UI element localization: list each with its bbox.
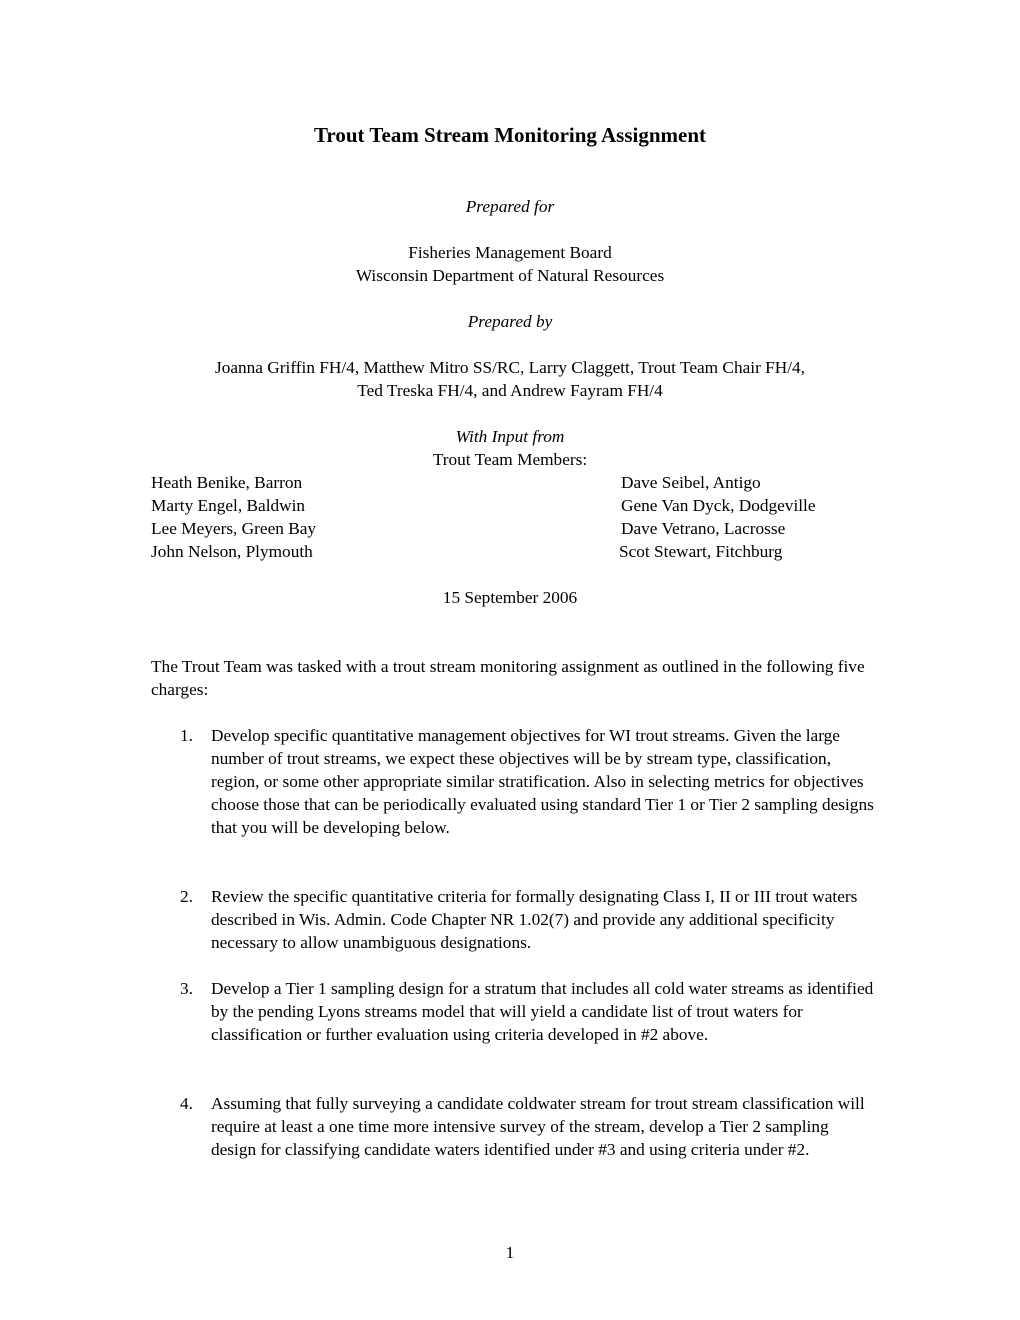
charge-text: Develop specific quantitative management objectives for WI trout streams. Given the large number of trout streams, we expect these objectives will be by stream type, classification, region, or some other appropriate similar stratification. Also in selecting metrics for objectives choose those that can be periodically evaluated using standard Tier 1 or Tier 2 sampling designs that you will be developing below. bbox=[211, 726, 874, 837]
charge-item bbox=[151, 724, 876, 839]
charge-number: 4. bbox=[180, 1094, 193, 1113]
member-name: Dave Vetrano, Lacrosse bbox=[621, 519, 786, 538]
recipient-line-2: Wisconsin Department of Natural Resources bbox=[355, 266, 665, 285]
charge-item bbox=[151, 1092, 876, 1161]
member-name: Marty Engel, Baldwin bbox=[151, 496, 306, 515]
charge-number: 3. bbox=[180, 979, 193, 998]
charge-number: 2. bbox=[180, 887, 193, 906]
recipient-line-1: Fisheries Management Board bbox=[408, 243, 612, 262]
member-name: Dave Seibel, Antigo bbox=[621, 473, 761, 492]
member-name: Scot Stewart, Fitchburg bbox=[619, 542, 783, 561]
member-name: Gene Van Dyck, Dodgeville bbox=[621, 496, 816, 515]
input-label: With Input from bbox=[455, 427, 565, 446]
charge-text: Develop a Tier 1 sampling design for a stratum that includes all cold water streams as identified by the pending Lyons streams model that will yield a candidate list of trout waters for classification or further evaluation using criteria developed in #2 above. bbox=[211, 979, 874, 1044]
document-date: 15 September 2006 bbox=[442, 588, 578, 607]
charge-text: Review the specific quantitative criteria for formally designating Class I, II or III trout waters described in Wis. Admin. Code Chapter NR 1.02(7) and provide any additional specificity necessary to allow unambiguous designations. bbox=[211, 887, 858, 952]
charge-number: 1. bbox=[180, 726, 193, 745]
prepared-for-label: Prepared for bbox=[465, 197, 555, 216]
authors-line-1: Joanna Griffin FH/4, Matthew Mitro SS/RC, Larry Claggett, Trout Team Chair FH/4, bbox=[214, 358, 806, 377]
members-label: Trout Team Members: bbox=[432, 450, 588, 469]
member-name: Heath Benike, Barron bbox=[151, 473, 303, 492]
authors-line-2: Ted Treska FH/4, and Andrew Fayram FH/4 bbox=[357, 381, 663, 400]
page-number: 1 bbox=[505, 1243, 515, 1262]
charge-item bbox=[151, 885, 876, 954]
prepared-by-label: Prepared by bbox=[467, 312, 553, 331]
member-name: John Nelson, Plymouth bbox=[151, 542, 313, 561]
document-title: Trout Team Stream Monitoring Assignment bbox=[313, 123, 707, 147]
charge-item bbox=[151, 977, 876, 1046]
charge-text: Assuming that fully surveying a candidate coldwater stream for trout stream classification will require at least a one time more intensive survey of the stream, develop a Tier 2 sampling design for classifying candidate waters identified under #3 and using criteria under #2. bbox=[211, 1094, 865, 1159]
intro-paragraph: The Trout Team was tasked with a trout stream monitoring assignment as outlined in the following five charges: bbox=[151, 657, 865, 699]
member-name: Lee Meyers, Green Bay bbox=[151, 519, 317, 538]
